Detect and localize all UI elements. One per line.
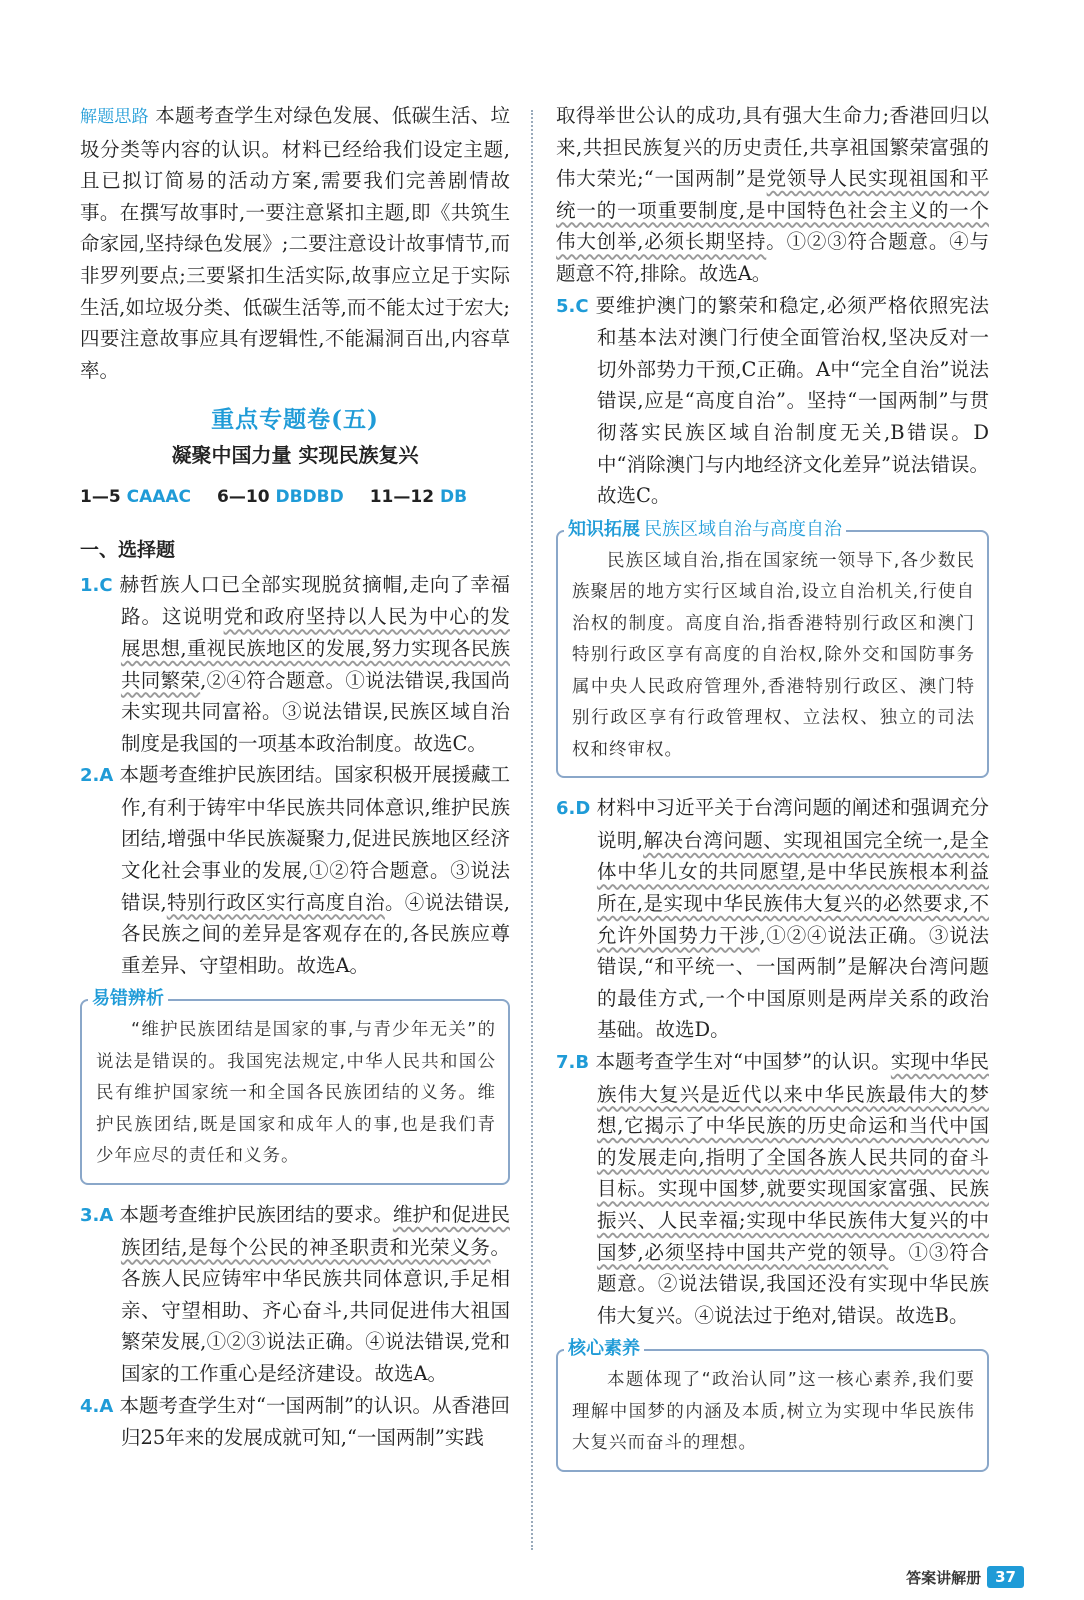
box-tag: 易错辨析 <box>88 987 168 1011</box>
column-divider <box>531 110 533 1550</box>
intro-label: 解题思路 <box>80 107 149 127</box>
question-6: 6.D 材料中习近平关于台湾问题的阐述和强调充分说明,解决台湾问题、实现祖国完全统一,是全体中华儿女的共同愿望,是中华民族根本利益所在,是实现中华民族伟大复兴的必然要求,不允许外国势力干涉,①②④说法正确。③说法错误,“和平统一、一国两制”是解决台湾问题的最佳方式,一个中国原则是两岸关系的政治基础。故选D。 <box>556 796 990 1042</box>
section-subtitle: 凝聚中国力量 实现民族复兴 <box>171 442 419 467</box>
box-text: “维护民族团结是国家的事,与青少年无关”的说法是错误的。我国宪法规定,中华人民共和国公民有维护国家统一和全国各民族团结的义务。维护民族团结,既是国家和成年人的事,也是我们青少年应尽的责任和义务。 <box>96 1020 496 1167</box>
section-title: 重点专题卷(五) <box>211 406 379 434</box>
question-number: 5.C <box>556 295 589 317</box>
question-number: 3.A <box>80 1204 114 1226</box>
left-column <box>80 100 510 1454</box>
page-footer <box>906 1566 1024 1588</box>
answer-keys <box>80 482 510 514</box>
question-number: 7.B <box>556 1051 590 1073</box>
question-2: 2.A 本题考查维护民族团结。国家积极开展援藏工作,有利于铸牢中华民族共同体意识,维护民族团结,增强中华民族凝聚力,促进民族地区经济文化社会事业的发展,①②符合题意。③说法错误,特别行政区实行高度自治。④说法错误,各民族之间的差异是客观存在的,各民族应尊重差异、守望相助。故选A。 <box>80 763 510 977</box>
question-7: 7.B 本题考查学生对“中国梦”的认识。实现中华民族伟大复兴是近代以来中华民族最伟大的梦想,它揭示了中华民族的历史命运和当代中国的发展走向,指明了全国各族人民共同的奋斗目标。实现中国梦,就要实现国家富强、民族振兴、人民幸福;实现中华民族伟大复兴的中国梦,必须坚持中国共产党的领导。①③符合题意。②说法错误,我国还没有实现中华民族伟大复兴。④说法过于绝对,错误。故选B。 <box>556 1049 989 1327</box>
question-number: 6.D <box>556 798 591 820</box>
question-4: 4.A 本题考查学生对“一国两制”的认识。从香港回归25年来的发展成就可知,“一国两制”实践 <box>80 1393 510 1450</box>
question-number: 2.A <box>80 765 114 787</box>
box-tag: 知识拓展 民族区域自治与高度自治 <box>564 518 846 542</box>
box-text: 本题体现了“政治认同”这一核心素养,我们要理解中国梦的内涵及本质,树立为实现中华民族伟大复兴而奋斗的理想。 <box>572 1370 975 1454</box>
part-heading: 一、选择题 <box>80 539 176 562</box>
answer-group: 11—12 DB <box>369 486 468 507</box>
intro-paragraph <box>80 100 510 386</box>
question-5: 5.C 要维护澳门的繁荣和稳定,必须严格依照宪法和基本法对澳门行使全面管治权,坚决反对一切外部势力干预,C正确。A中“完全自治”说法错误,应是“高度自治”。坚持“一国两制”与贯彻落实民族区域自治制度无关,B错误。D中“消除澳门与内地经济文化差异”说法错误。故选C。 <box>556 293 989 508</box>
page-number: 37 <box>987 1566 1024 1588</box>
core-literacy-box <box>556 1338 989 1472</box>
answer-group: 6—10 DBDBD <box>217 486 344 507</box>
question-1: 1.C 赫哲族人口已全部实现脱贫摘帽,走向了幸福路。这说明党和政府坚持以人民为中心的发展思想,重视民族地区的发展,努力实现各民族共同繁荣,②④符合题意。①说法错误,我国尚未实现共同富裕。③说法错误,民族区域自治制度是我国的一项基本政治制度。故选C。 <box>80 572 511 755</box>
question-number: 1.C <box>80 574 113 596</box>
footer-label: 答案讲解册 <box>906 1568 982 1587</box>
error-analysis-box <box>80 988 510 1185</box>
knowledge-extension-box <box>556 518 989 779</box>
right-column <box>556 100 989 1486</box>
intro-text: 本题考查学生对绿色发展、低碳生活、垃圾分类等内容的认识。材料已经给我们设定主题,且已拟订简易的活动方案,需要我们完善剧情故事。在撰写故事时,一要注意紧扣主题,即《共筑生命家园,坚持绿色发展》;二要注意设计故事情节,而非罗列要点;三要紧扣生活实际,故事应立足于实际生活,如垃圾分类、低碳生活等,而不能太过于宏大;四要注意故事应具有逻辑性,不能漏洞百出,内容草率。 <box>80 104 510 382</box>
question-4-continued: 取得举世公认的成功,具有强大生命力;香港回归以来,共担民族复兴的历史责任,共享祖国繁荣富强的伟大荣光;“一国两制”是党领导人民实现祖国和平统一的一项重要制度,是中国特色社会主义的一个伟大创举,必须长期坚持。①②③符合题意。④与题意不符,排除。故选A。 <box>556 104 989 285</box>
answer-group: 1—5 CAAAC <box>80 486 192 507</box>
box-text: 民族区域自治,指在国家统一领导下,各少数民族聚居的地方实行区域自治,设立自治机关,行使自治权的制度。高度自治,指香港特别行政区和澳门特别行政区享有高度的自治权,除外交和国防事务属中央人民政府管理外,香港特别行政区、澳门特别行政区享有行政管理权、立法权、独立的司法权和终审权。 <box>572 550 975 760</box>
box-tag: 核心素养 <box>564 1337 644 1361</box>
question-number: 4.A <box>80 1395 114 1417</box>
question-3: 3.A 本题考查维护民族团结的要求。维护和促进民族团结,是每个公民的神圣职责和光荣义务。各族人民应铸牢中华民族共同体意识,手足相亲、守望相助、齐心奋斗,共同促进伟大祖国繁荣发展,①②③说法正确。④说法错误,党和国家的工作重心是经济建设。故选A。 <box>80 1202 510 1385</box>
